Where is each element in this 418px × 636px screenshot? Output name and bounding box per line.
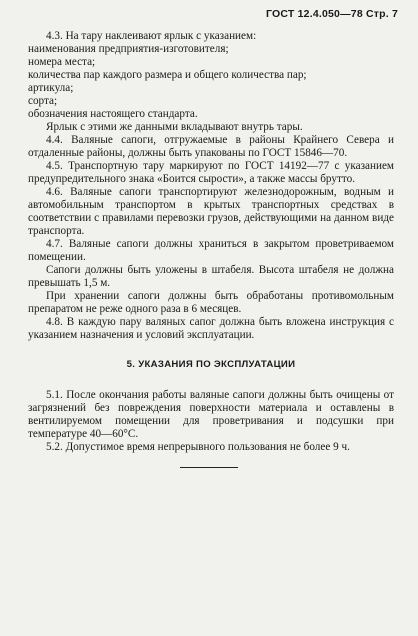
end-rule: [180, 467, 238, 468]
paragraph-4-4: 4.4. Валяные сапоги, отгружаемые в районы Крайнего Севера и отдаленные районы, должны быть упакованы по ГОСТ 15846—70.: [28, 134, 394, 159]
paragraph-5-1: 5.1. После окончания работы валяные сапоги должны быть очищены от загрязнений без повреждения поверхности материала и оставлены в вентилируемом помещении для проветривания и подсушки при температуре 40—60°С.: [28, 389, 394, 440]
paragraph-5-2: 5.2. Допустимое время непрерывного пользования не более 9 ч.: [46, 441, 350, 453]
label-item-standard: обозначения настоящего стандарта.: [28, 108, 198, 120]
paragraph-label-inside: Ярлык с этими же данными вкладывают внутрь тары.: [46, 121, 303, 133]
document-body: [28, 30, 394, 454]
paragraph-4-5: 4.5. Транспортную тару маркируют по ГОСТ 14192—77 с указанием предупредительного знака «Боится сырости», а также массы брутто.: [28, 160, 394, 185]
label-item-manufacturer: наименования предприятия-изготовителя;: [28, 43, 229, 55]
section-title: 5. УКАЗАНИЯ ПО ЭКСПЛУАТАЦИИ: [126, 359, 296, 370]
paragraph-4-8: 4.8. В каждую пару валяных сапог должна быть вложена инструкция с указанием назначения и условий эксплуатации.: [28, 316, 394, 341]
label-item-pair-count: количества пар каждого размера и общего количества пар;: [28, 69, 307, 81]
label-item-place-number: номера места;: [28, 56, 96, 68]
label-item-grade: сорта;: [28, 95, 58, 107]
paragraph-4-6: 4.6. Валяные сапоги транспортируют железнодорожным, водным и автомобильным транспортом в крытых транспортных средствах в соответствии с правилами перевозки грузов, действующими на данном виде транспорта.: [28, 186, 394, 237]
paragraph-stacking: Сапоги должны быть уложены в штабеля. Высота штабеля не должна превышать 1,5 м.: [28, 264, 394, 289]
page-header: ГОСТ 12.4.050—78 Стр. 7: [265, 8, 398, 20]
paragraph-4-3: 4.3. На тару наклеивают ярлык с указанием:: [46, 30, 257, 42]
label-item-article: артикула;: [28, 82, 74, 94]
paragraph-storage-treatment: При хранении сапоги должны быть обработаны противомольным препаратом не реже одного раза в 6 месяцев.: [28, 290, 394, 315]
paragraph-4-7: 4.7. Валяные сапоги должны храниться в закрытом проветриваемом помещении.: [28, 238, 394, 263]
